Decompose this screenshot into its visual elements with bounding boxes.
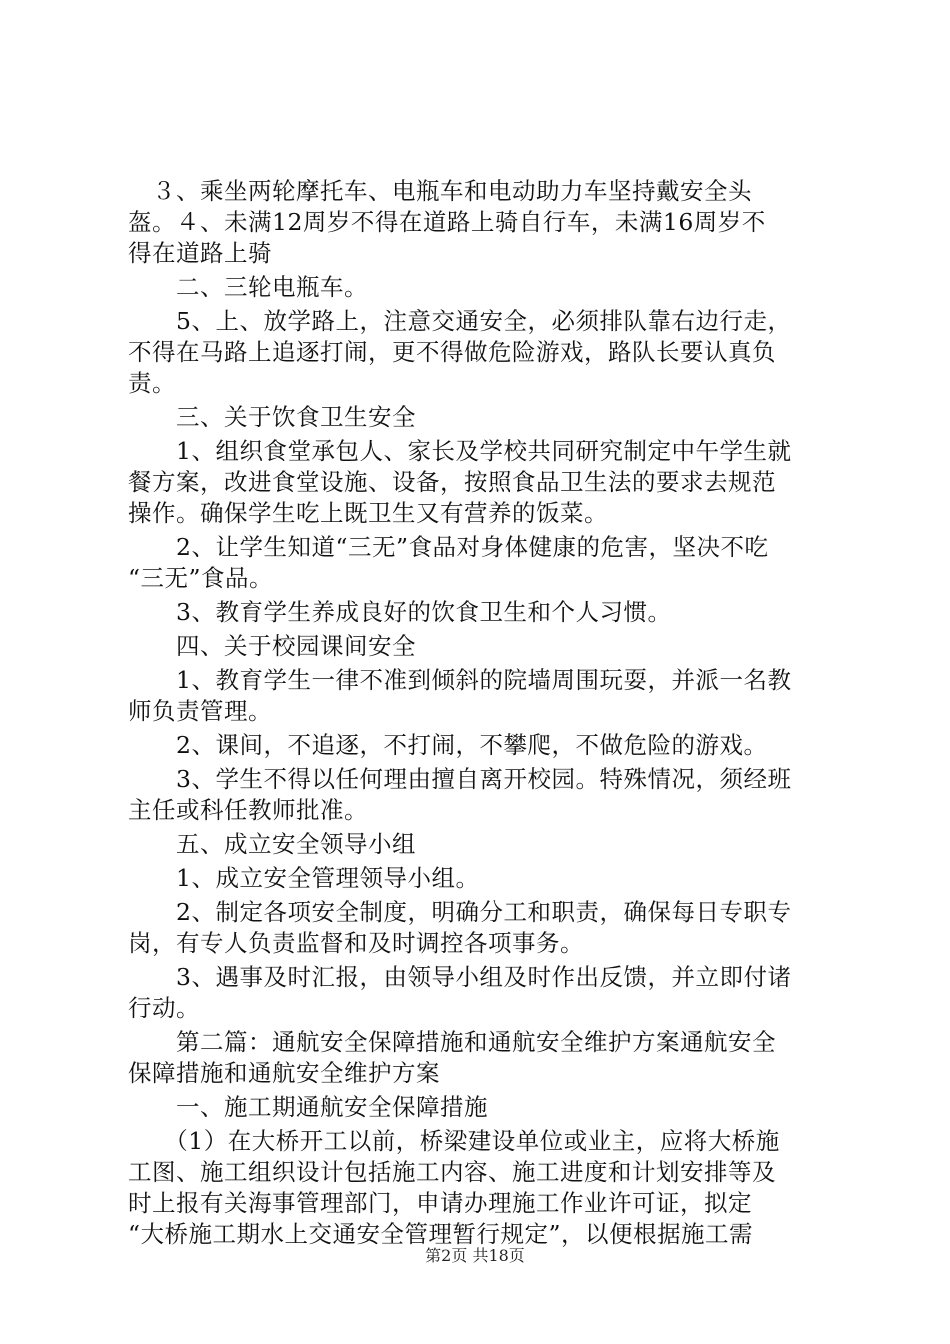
- paragraph-sanwu-food: [128, 532, 833, 594]
- page-number-footer: 第2页 共18页: [425, 1246, 525, 1265]
- paragraph-report: [128, 962, 833, 1024]
- text-line: 得在道路上骑: [128, 239, 272, 267]
- text-line: 2、让学生知道“三无”食品对身体健康的危害，坚决不吃: [128, 533, 769, 561]
- text-line: ３、乘坐两轮摩托车、电瓶车和电动助力车坚持戴安全头: [128, 177, 752, 205]
- paragraph-tricycle: [128, 272, 833, 303]
- text-line: 不得在马路上追逐打闹，更不得做危险游戏，路队长要认真负: [128, 338, 776, 366]
- text-line: 责。: [128, 369, 176, 397]
- text-line: 2、课间，不追逐，不打闹，不攀爬，不做危险的游戏。: [128, 731, 768, 759]
- text-line: 3、学生不得以任何理由擅自离开校园。特殊情况，须经班: [128, 765, 792, 793]
- text-line: 三、关于饮食卫生安全: [128, 403, 416, 431]
- paragraph-wall-safety: [128, 665, 833, 727]
- heading-campus-break-safety: [128, 631, 833, 662]
- text-line: 3、教育学生养成良好的饮食卫生和个人习惯。: [128, 598, 672, 626]
- text-line: 1、教育学生一律不准到倾斜的院墙周围玩耍，并派一名教: [128, 666, 792, 694]
- paragraph-helmet-bicycle: [128, 176, 833, 269]
- paragraph-canteen-plan: [128, 436, 833, 529]
- paragraph-bridge-construction: [128, 1126, 833, 1250]
- text-line: 主任或科任教师批准。: [128, 796, 368, 824]
- text-line: 操作。确保学生吃上既卫生又有营养的饭菜。: [128, 499, 608, 527]
- text-line: 第二篇：通航安全保障措施和通航安全维护方案通航安全: [128, 1028, 776, 1056]
- text-line: 1、成立安全管理领导小组。: [128, 864, 480, 892]
- paragraph-hygiene-habits: [128, 597, 833, 628]
- text-line: 餐方案，改进食堂设施、设备，按照食品卫生法的要求去规范: [128, 468, 776, 496]
- paragraph-establish-group: [128, 863, 833, 894]
- text-line: 二、三轮电瓶车。: [128, 273, 368, 301]
- text-line: 五、成立安全领导小组: [128, 830, 416, 858]
- paragraph-break-rules: [128, 730, 833, 761]
- text-line: （1）在大桥开工以前，桥梁建设单位或业主，应将大桥施: [128, 1127, 780, 1155]
- text-line: “三无”食品。: [128, 564, 274, 592]
- paragraph-school-route: [128, 306, 833, 399]
- text-line: “大桥施工期水上交通安全管理暂行规定”，以便根据施工需: [128, 1220, 754, 1248]
- text-line: 盔。４、未满12周岁不得在道路上骑自行车，未满16周岁不: [128, 208, 766, 236]
- text-line: 四、关于校园课间安全: [128, 632, 416, 660]
- heading-food-safety: [128, 402, 833, 433]
- document-body: [128, 176, 833, 1253]
- heading-construction-safety: [128, 1092, 833, 1123]
- heading-safety-group: [128, 829, 833, 860]
- text-line: 保障措施和通航安全维护方案: [128, 1059, 440, 1087]
- text-line: 岗，有专人负责监督和及时调控各项事务。: [128, 929, 584, 957]
- heading-part-two: [128, 1027, 833, 1089]
- paragraph-leave-campus: [128, 764, 833, 826]
- text-line: 行动。: [128, 994, 200, 1022]
- text-line: 工图、施工组织设计包括施工内容、施工进度和计划安排等及: [128, 1158, 776, 1186]
- text-line: 师负责管理。: [128, 697, 272, 725]
- text-line: 一、施工期通航安全保障措施: [128, 1093, 488, 1121]
- text-line: 5、上、放学路上，注意交通安全，必须排队靠右边行走，: [128, 307, 792, 335]
- text-line: 时上报有关海事管理部门，申请办理施工作业许可证，拟定: [128, 1189, 752, 1217]
- text-line: 2、制定各项安全制度，明确分工和职责，确保每日专职专: [128, 898, 792, 926]
- text-line: 3、遇事及时汇报，由领导小组及时作出反馈，并立即付诸: [128, 963, 792, 991]
- text-line: 1、组织食堂承包人、家长及学校共同研究制定中午学生就: [128, 437, 792, 465]
- paragraph-safety-system: [128, 897, 833, 959]
